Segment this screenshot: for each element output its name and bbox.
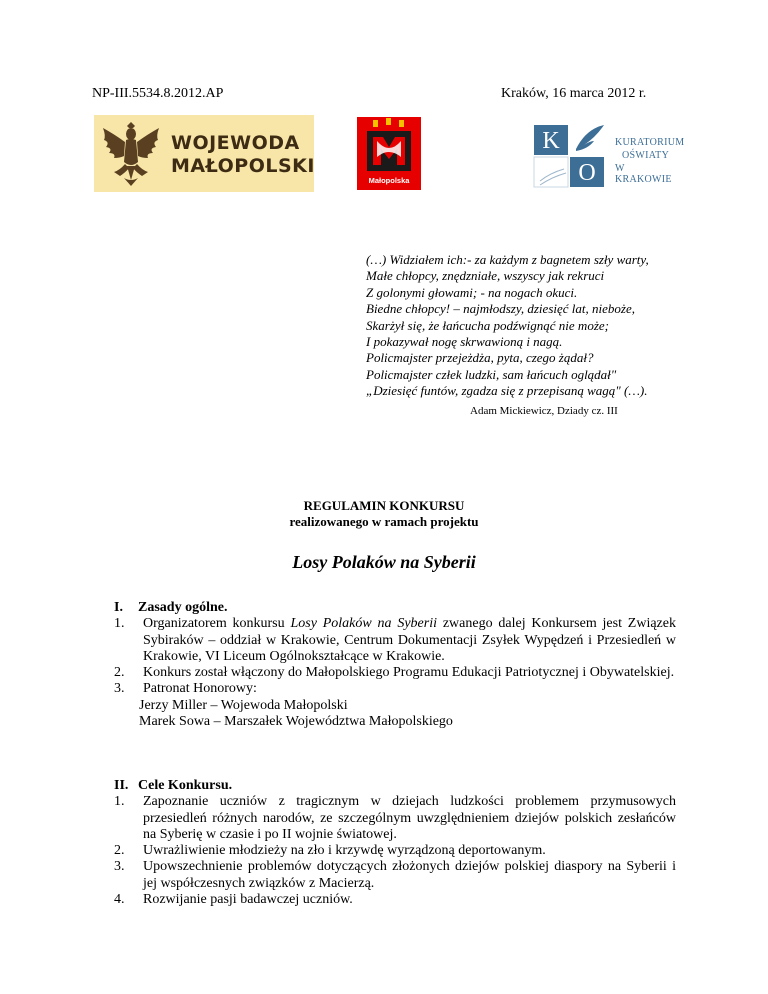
- poem-line: Skarżył się, że łańcucha podźwignąć nie może;: [366, 317, 609, 333]
- list-item: [114, 681, 676, 697]
- item-text: zwanego dalej Konkursem jest Związek Sybiraków – oddział w Krakowie, Centrum Dokumentacji Zsyłek Wypędzeń i Przesiedleń w Krakowie, VI Liceum Ogólnokształcące w Krakowie.: [143, 616, 676, 664]
- svg-text:K: K: [542, 128, 560, 154]
- section-numeral: I.: [114, 600, 123, 615]
- item-text: Upowszechnienie problemów dotyczących złożonych dziejów polskiej diaspory na Syberii i jej współczesnych związków z Macierzą.: [143, 859, 676, 891]
- kuratorium-line3: W KRAKOWIE: [615, 163, 672, 185]
- section-heading: [114, 600, 676, 616]
- malopolska-logo: [357, 117, 421, 190]
- item-emphasis: Losy Polaków na Syberii: [290, 616, 437, 632]
- patron-entry: Marek Sowa – Marszałek Województwa Małopolskiego: [139, 714, 453, 730]
- poem-line: I pokazywał nogę skrwawioną i nagą.: [366, 334, 563, 350]
- list-item: [114, 794, 676, 843]
- item-number: 4.: [114, 892, 125, 908]
- wojewoda-logo: [94, 115, 314, 192]
- patron-entry: Jerzy Miller – Wojewoda Małopolski: [139, 697, 348, 713]
- item-number: 3.: [114, 859, 125, 875]
- poem-line: Małe chłopcy, znędzniałe, wszyscy jak rekruci: [366, 268, 605, 284]
- poem-line: Biedne chłopcy! – najmłodszy, dziesięć lat, nieboże,: [366, 301, 635, 317]
- item-text: Zapoznanie uczniów z tragicznym w dziejach ludzkości problemem przymusowych przesiedleń różnych narodów, ze szczególnym uwzględnieniem dziejów polskich zesłańców na Syberię w czasie i po II wojnie światowej.: [143, 794, 676, 842]
- kuratorium-logo: [530, 123, 685, 191]
- polish-eagle-icon: [100, 120, 162, 188]
- poem-line: Z golonymi głowami; - na nogach okuci.: [366, 284, 578, 300]
- svg-text:O: O: [578, 160, 596, 186]
- malopolska-emblem-icon: [357, 117, 421, 175]
- kuratorium-line2: OŚWIATY: [622, 150, 670, 161]
- wojewoda-logo-line2: MAŁOPOLSKI: [171, 155, 315, 177]
- item-number: 2.: [114, 843, 125, 859]
- section-heading-text: Cele Konkursu.: [138, 778, 233, 793]
- list-item: [114, 892, 676, 908]
- wojewoda-logo-line1: WOJEWODA: [171, 132, 300, 154]
- malopolska-caption: Małopolska: [368, 176, 410, 185]
- item-number: 1.: [114, 794, 125, 810]
- document-subtitle: realizowanego w ramach projektu: [289, 514, 479, 529]
- item-text: Konkurs został włączony do Małopolskiego Programu Edukacji Patriotycznej i Obywatelskiej.: [143, 665, 675, 681]
- document-title: REGULAMIN KONKURSU: [303, 498, 465, 513]
- kuratorium-line1: KURATORIUM: [615, 137, 685, 148]
- section-goals: [114, 778, 676, 908]
- item-text: Rozwijanie pasji badawczej uczniów.: [143, 892, 353, 908]
- list-item: [114, 843, 676, 859]
- list-item: [114, 616, 676, 665]
- poem-line: Policmajster człek ludzki, sam łańcuch oglądał": [366, 366, 617, 382]
- epigraph-attribution: Adam Mickiewicz, Dziady cz. III: [470, 405, 618, 417]
- list-item: [114, 859, 676, 892]
- project-title: Losy Polaków na Syberii: [292, 552, 476, 572]
- list-item: [114, 665, 676, 681]
- kuratorium-emblem-icon: [530, 123, 614, 191]
- document-reference-number: NP-III.5534.8.2012.AP: [92, 86, 224, 101]
- item-number: 3.: [114, 681, 125, 697]
- section-general-rules: [114, 600, 676, 730]
- item-text: Organizatorem konkursu: [143, 616, 291, 632]
- section-numeral: II.: [114, 778, 129, 793]
- epigraph-poem: [366, 252, 696, 400]
- item-number: 1.: [114, 616, 125, 632]
- poem-line: (…) Widziałem ich:- za każdym z bagnetem szły warty,: [366, 252, 649, 267]
- item-text: Uwrażliwienie młodzieży na zło i krzywdę wyrządzoną deportowanym.: [143, 843, 546, 859]
- document-date: Kraków, 16 marca 2012 r.: [501, 86, 647, 101]
- section-heading-text: Zasady ogólne.: [138, 600, 228, 615]
- poem-line: „Dziesięć funtów, zgadza się z przepisaną wagą" (…).: [366, 383, 648, 399]
- poem-line: Policmajster przejeżdża, pyta, czego żądał?: [366, 350, 594, 366]
- item-text: Patronat Honorowy:: [143, 681, 257, 697]
- item-number: 2.: [114, 665, 125, 681]
- section-heading: [114, 778, 676, 794]
